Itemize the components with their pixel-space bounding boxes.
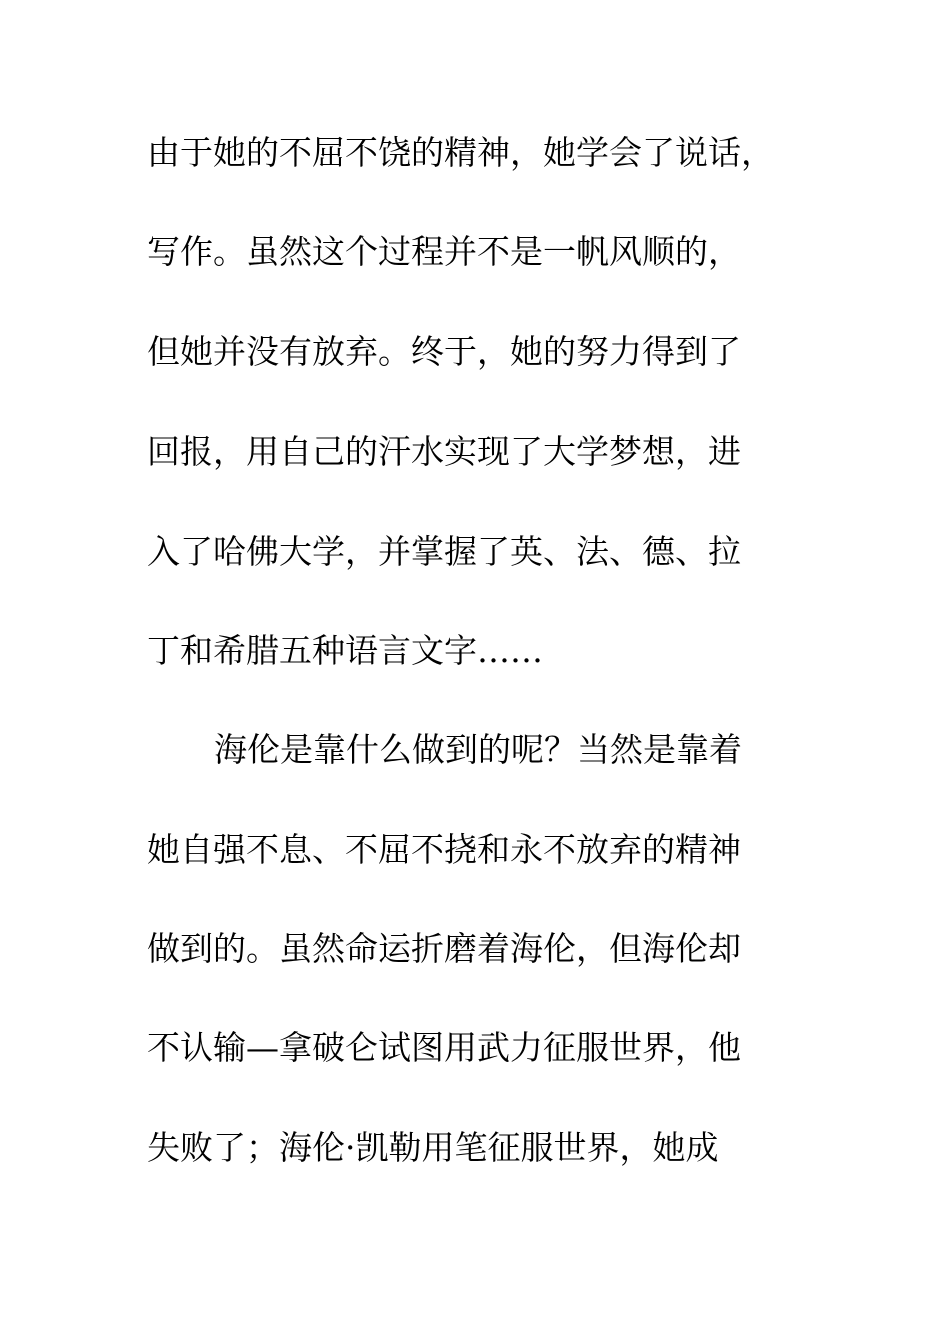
text-line: 不认输—拿破仑试图用武力征服世界，他	[147, 1028, 741, 1067]
text-line: 写作。虽然这个过程并不是一帆风顺的，	[147, 232, 741, 271]
text-line: 入了哈佛大学，并掌握了英、法、德、拉	[147, 532, 741, 571]
text-line: 由于她的不屈不饶的精神，她学会了说话，	[147, 133, 774, 172]
text-line: 回报，用自己的汗水实现了大学梦想，进	[147, 432, 741, 471]
text-line: 但她并没有放弃。终于，她的努力得到了	[147, 332, 741, 371]
paragraph-first-line: 海伦是靠什么做到的呢？当然是靠着	[214, 730, 742, 769]
text-line: 失败了；海伦·凯勒用笔征服世界，她成	[147, 1128, 719, 1167]
text-line: 做到的。虽然命运折磨着海伦，但海伦却	[147, 929, 741, 968]
text-line: 她自强不息、不屈不挠和永不放弃的精神	[147, 830, 741, 869]
text-line: 丁和希腊五种语言文字……	[147, 631, 543, 670]
